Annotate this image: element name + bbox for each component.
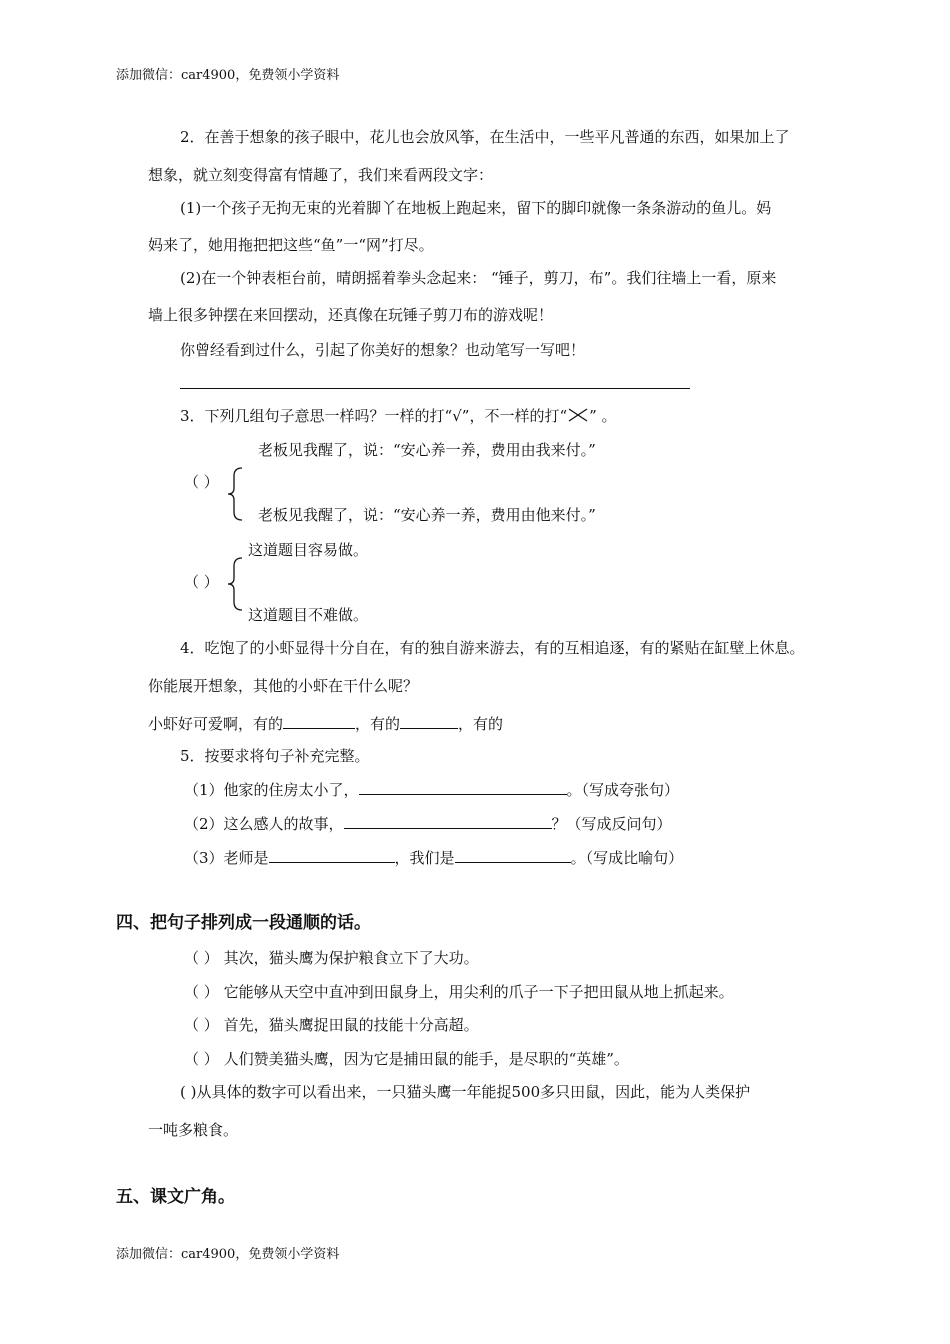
q3-group1-answer[interactable]: （ ） <box>184 473 219 491</box>
q5-s1-blank[interactable] <box>359 779 567 795</box>
q5-sentence-2 <box>184 813 672 834</box>
q3-group1-sentence-b: 老板见我醒了，说：“安心养一养，费用由他来付。” <box>258 506 596 524</box>
q4-blank-1[interactable] <box>283 713 355 729</box>
sec4-item-text: 它能够从天空中直冲到田鼠身上，用尖利的爪子一下子把田鼠从地上抓起来。 <box>223 983 734 1001</box>
sec4-item-answer[interactable]: （ ） <box>184 1050 219 1068</box>
sec4-item-text: 首先，猫头鹰捉田鼠的技能十分高超。 <box>223 1016 479 1034</box>
q5-s2-blank[interactable] <box>344 813 552 829</box>
q5-s3-part3: 。（写成比喻句） <box>570 849 684 867</box>
q3-group2-brace <box>226 556 246 612</box>
sec4-item-continuation: 一吨多粮食。 <box>148 1121 239 1139</box>
q2-answer-line[interactable] <box>180 388 690 389</box>
sec4-item-text: 人们赞美猫头鹰，因为它是捕田鼠的能手，是尽职的“英雄”。 <box>223 1050 629 1068</box>
q5-s1-part1: （1）他家的住房太小了， <box>184 781 359 799</box>
page-footer: 添加微信：car4900，免费领小学资料 <box>116 1247 340 1262</box>
q2-intro-line1: 2．在善于想象的孩子眼中，花儿也会放风筝，在生活中，一些平凡普通的东西，如果加上了 <box>180 128 790 146</box>
q3-title <box>180 406 617 426</box>
q4-line3-part3: ，有的 <box>458 715 504 733</box>
sec4-item <box>184 982 734 1002</box>
q4-blank-2[interactable] <box>400 713 458 729</box>
sec4-item <box>184 1049 629 1069</box>
sec4-item-answer[interactable]: （ ） <box>184 949 219 967</box>
q4-line3-part2: ，有的 <box>355 715 401 733</box>
cross-mark-icon <box>567 408 589 422</box>
section4-heading: 四、把句子排列成一段通顺的话。 <box>116 913 371 933</box>
sec4-item <box>184 1015 479 1035</box>
sec4-item-answer[interactable]: （ ） <box>184 1016 219 1034</box>
q4-line3 <box>148 713 503 734</box>
q5-title: 5．按要求将句子补充完整。 <box>180 747 370 765</box>
q5-s2-part1: （2）这么感人的故事， <box>184 815 344 833</box>
sec4-item <box>184 948 479 968</box>
q3-group2-answer[interactable]: （ ） <box>184 573 219 591</box>
sec4-item-answer[interactable]: （ ） <box>184 983 219 1001</box>
q3-group2-sentence-a: 这道题目容易做。 <box>248 541 369 559</box>
q2-prompt: 你曾经看到过什么，引起了你美好的想象？也动笔写一写吧！ <box>180 341 586 359</box>
q5-s1-part2: 。（写成夸张句） <box>566 781 680 799</box>
q3-group1-brace <box>226 466 246 522</box>
q2-intro-line2: 想象，就立刻变得富有情趣了，我们来看两段文字： <box>148 166 494 184</box>
q4-line3-part1: 小虾好可爱啊，有的 <box>148 715 284 733</box>
q5-sentence-3 <box>184 847 683 868</box>
q5-sentence-1 <box>184 779 679 800</box>
q3-title-part1: 3．下列几组句子意思一样吗？一样的打“√”，不一样的打“ <box>180 407 568 425</box>
q2-para1-line1: (1)一个孩子无拘无束的光着脚丫在地板上跑起来，留下的脚印就像一条条游动的鱼儿。妈 <box>180 199 772 217</box>
q3-group1-sentence-a: 老板见我醒了，说：“安心养一养，费用由我来付。” <box>258 441 596 459</box>
q3-title-part2: ” 。 <box>589 407 617 425</box>
sec4-item-answer[interactable]: ( ) <box>180 1083 197 1101</box>
q5-s3-part1: （3）老师是 <box>184 849 269 867</box>
q2-para2-line2: 墙上很多钟摆在来回摆动，还真像在玩锤子剪刀布的游戏呢！ <box>148 306 554 324</box>
page-header: 添加微信：car4900，免费领小学资料 <box>116 68 340 83</box>
q4-line2: 你能展开想象，其他的小虾在干什么呢？ <box>148 677 419 695</box>
sec4-item-text: 其次，猫头鹰为保护粮食立下了大功。 <box>223 949 479 967</box>
q5-s3-blank-2[interactable] <box>455 847 571 863</box>
q2-para2-line1: (2)在一个钟表柜台前，晴朗摇着拳头念起来： “锤子，剪刀，布”。我们往墙上一看，原来 <box>180 269 777 287</box>
sec4-item-text: 从具体的数字可以看出来，一只猫头鹰一年能捉500多只田鼠，因此，能为人类保护 <box>196 1083 751 1101</box>
q4-line1: 4．吃饱了的小虾显得十分自在，有的独自游来游去，有的互相追逐，有的紧贴在缸壁上休息。 <box>180 639 805 657</box>
q3-group2-sentence-b: 这道题目不难做。 <box>248 606 369 624</box>
q2-para1-line2: 妈来了，她用拖把把这些“鱼”一“网”打尽。 <box>148 236 434 254</box>
section5-heading: 五、课文广角。 <box>116 1187 235 1207</box>
sec4-item <box>180 1082 750 1102</box>
q5-s2-part2: ？（写成反问句） <box>551 815 672 833</box>
q5-s3-blank-1[interactable] <box>269 847 395 863</box>
q5-s3-part2: ，我们是 <box>394 849 455 867</box>
